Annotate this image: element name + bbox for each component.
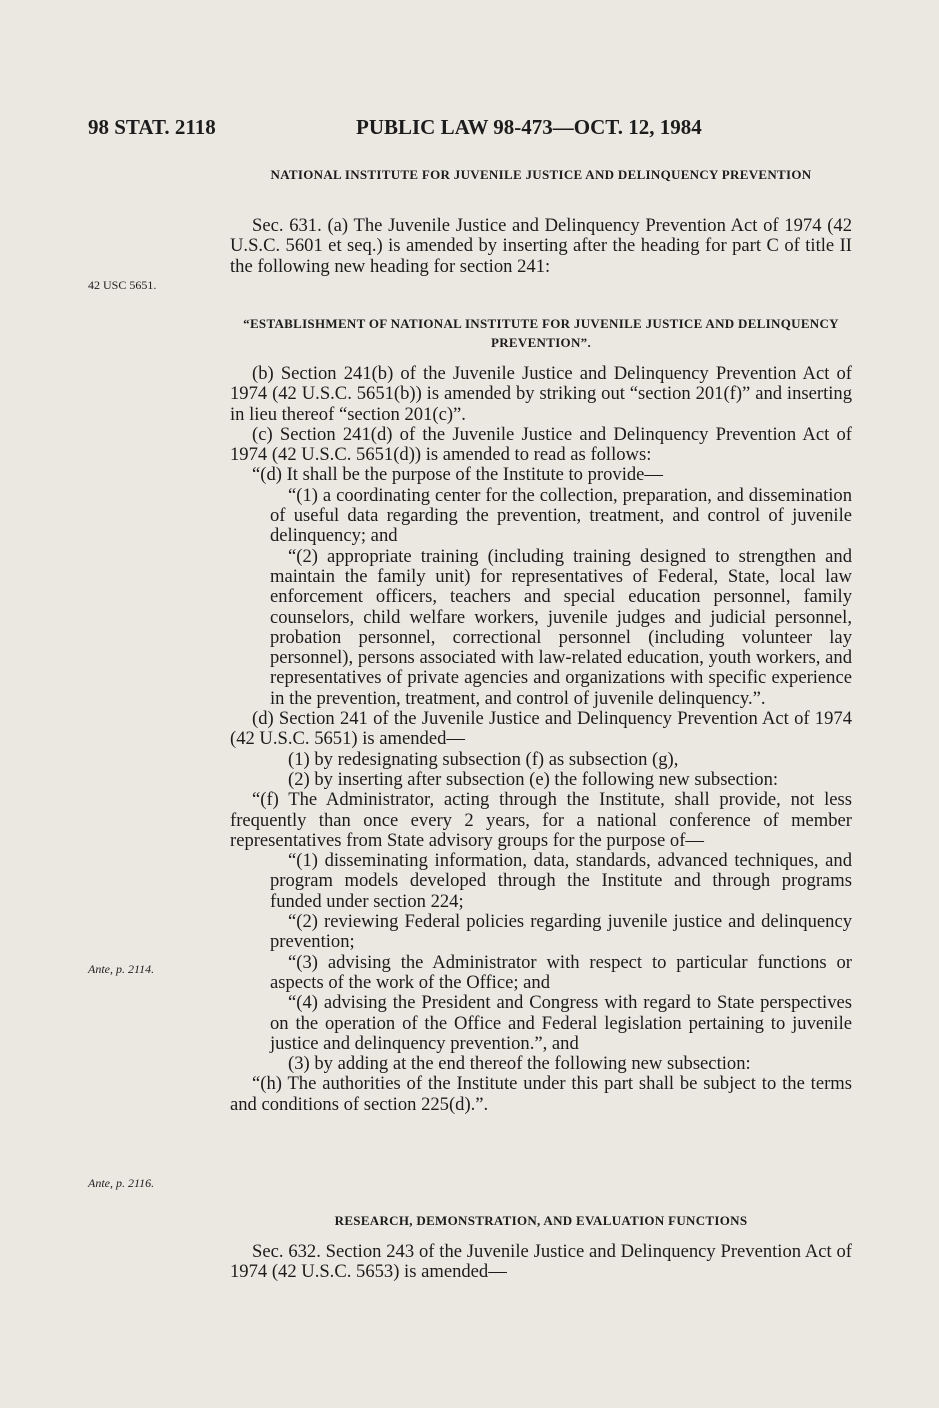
paragraph-b: (b) Section 241(b) of the Juvenile Justice and Delinquency Prevention Act of 1974 (42 U.S.C. 5651(b)) is amended by striking out “section 201(f)” and inserting in lieu thereof “section 201(c)”. <box>230 363 852 425</box>
section-631-body <box>230 364 852 1115</box>
margin-note-ante-2114: Ante, p. 2114. <box>88 962 155 976</box>
list-item: “(1) disseminating information, data, standards, advanced techniques, and program models developed through the Institute and through programs funded under section 224; <box>270 850 852 912</box>
sec632-paragraph: Sec. 632. Section 243 of the Juvenile Justice and Delinquency Prevention Act of 1974 (42 U.S.C. 5653) is amended— <box>230 1241 852 1283</box>
paragraph-c: (c) Section 241(d) of the Juvenile Justice and Delinquency Prevention Act of 1974 (42 U.S.C. 5651(d)) is amended to read as follows: <box>230 423 852 466</box>
statute-page-number: 98 STAT. 2118 <box>88 115 216 139</box>
margin-note-usc: 42 USC 5651. <box>88 278 157 292</box>
sec631-paragraph: Sec. 631. (a) The Juvenile Justice and Delinquency Prevention Act of 1974 (42 U.S.C. 5601 et seq.) is amended by inserting after the heading for part C of title II the following new heading for section 241: <box>230 215 852 277</box>
quoted-heading-establishment: “ESTABLISHMENT OF NATIONAL INSTITUTE FOR JUVENILE JUSTICE AND DELINQUENCY PREVENTION”. <box>243 316 839 350</box>
list-item: “(1) a coordinating center for the collection, preparation, and dissemination of useful data regarding the prevention, treatment, and control of juvenile delinquency; and <box>270 484 852 547</box>
list-item: (3) by adding at the end thereof the following new subsection: <box>288 1053 751 1075</box>
public-law-title: PUBLIC LAW 98-473—OCT. 12, 1984 <box>356 115 702 139</box>
list-item: “(2) reviewing Federal policies regarding juvenile justice and delinquency prevention; <box>270 911 852 953</box>
list-item: (1) by redesignating subsection (f) as subsection (g), <box>288 748 679 770</box>
section-heading-institute: NATIONAL INSTITUTE FOR JUVENILE JUSTICE AND DELINQUENCY PREVENTION <box>270 167 812 182</box>
section-631-intro <box>230 216 852 277</box>
list-item: (2) by inserting after subsection (e) the following new subsection: <box>288 768 779 790</box>
paragraph-h: “(h) The authorities of the Institute under this part shall be subject to the terms and conditions of section 225(d).”. <box>230 1073 852 1115</box>
list-item: “(3) advising the Administrator with respect to particular functions or aspects of the work of the Office; and <box>270 951 852 993</box>
list-item: “(2) appropriate training (including training designed to strengthen and maintain the family unit) for representatives of Federal, State, local law enforcement officers, teachers and special education personnel, family counselors, child welfare workers, juvenile judges and judicial personnel, probation personnel, correctional personnel (including volunteer lay personnel), persons associated with law-related education, youth workers, and representatives of private agencies and organizations with specific experience in the prevention, treatment, and control of juvenile delinquency.”. <box>270 545 852 709</box>
section-632 <box>230 1242 852 1283</box>
paragraph-f: “(f) The Administrator, acting through the Institute, shall provide, not less frequently than once every 2 years, for a national conference of member representatives from State advisory groups for the purpose of— <box>230 789 852 851</box>
list-item: “(4) advising the President and Congress with regard to State perspectives on the operation of the Office and Federal legislation pertaining to juvenile justice and delinquency prevention.”, and <box>270 992 852 1054</box>
paragraph-d-quote: “(d) It shall be the purpose of the Institute to provide— <box>252 464 664 486</box>
margin-note-ante-2116: Ante, p. 2116. <box>88 1176 155 1190</box>
paragraph-d: (d) Section 241 of the Juvenile Justice and Delinquency Prevention Act of 1974 (42 U.S.C. 5651) is amended— <box>230 708 852 750</box>
section-heading-research: RESEARCH, DEMONSTRATION, AND EVALUATION FUNCTIONS <box>334 1213 748 1228</box>
